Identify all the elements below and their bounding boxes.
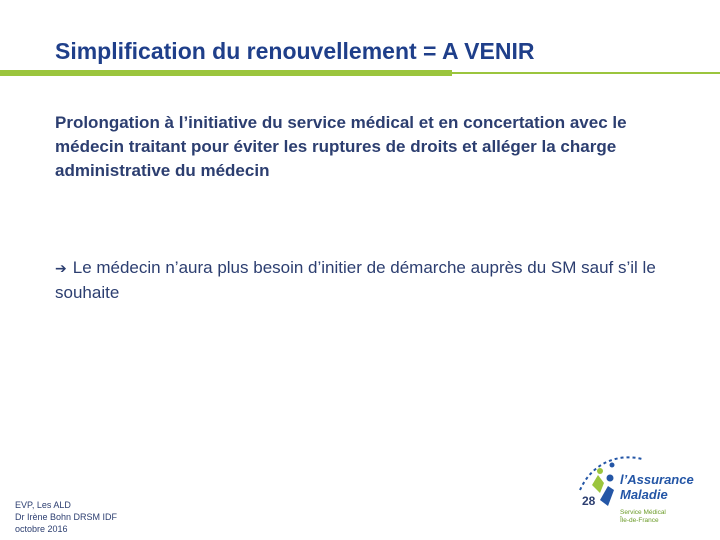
- page-number: 28: [582, 494, 596, 508]
- logo-name-line-2: Maladie: [620, 487, 668, 502]
- bullet-point: [55, 256, 695, 305]
- title-underline-accent: [0, 70, 452, 76]
- logo-sub-line-1: Service Médical: [620, 509, 666, 516]
- logo-name-line-1: l’Assurance: [620, 472, 694, 487]
- right-arrow-icon: ➔: [55, 261, 67, 277]
- bullet-text: Le médecin n’aura plus besoin d’initier de démarche auprès du SM sauf s’il le souhaite: [55, 258, 656, 302]
- footer-line-2: Dr Irène Bohn DRSM IDF: [15, 512, 118, 522]
- logo-subtitle: [620, 509, 666, 525]
- slide-title: Simplification du renouvellement = A VENIR: [55, 38, 535, 64]
- title-underline-thin: [452, 72, 720, 74]
- logo-sub-line-2: Île-de-France: [620, 517, 659, 524]
- footer-line-1: EVP, Les ALD: [15, 500, 71, 510]
- logo-wordmark: [620, 472, 694, 502]
- footer: [15, 499, 117, 535]
- footer-line-3: octobre 2016: [15, 524, 68, 534]
- main-paragraph: Prolongation à l’initiative du service médical et en concertation avec le médecin traitant pour éviter les ruptures de droits et alléger la charge administrative du médecin: [55, 113, 627, 180]
